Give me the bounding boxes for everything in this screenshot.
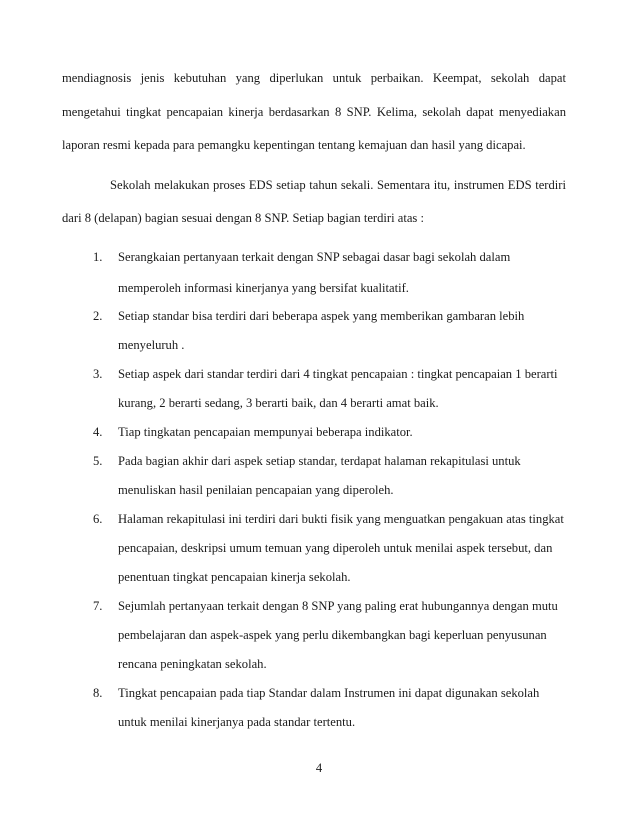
list-item-line: Tiap tingkatan pencapaian mempunyai beberapa indikator. [118,425,413,439]
paragraph-1-line-1: mendiagnosis jenis kebutuhan yang diperlukan untuk perbaikan. Keempat, sekolah dapat [62,71,566,85]
list-item-line: penentuan tingkat pencapaian kinerja sekolah. [118,570,351,584]
list-item-number: 5. [93,454,103,468]
list-item-number: 1. [93,250,103,264]
paragraph-2-line-2: dari 8 (delapan) bagian sesuai dengan 8 SNP. Setiap bagian terdiri atas : [62,211,424,225]
list-item-line: pencapaian, deskripsi umum temuan yang diperoleh untuk menilai aspek tersebut, dan [118,541,553,555]
list-item-line: menuliskan hasil penilaian pencapaian yang diperoleh. [118,483,394,497]
list-item-number: 8. [93,686,103,700]
list-item-line: Setiap standar bisa terdiri dari beberapa aspek yang memberikan gambaran lebih [118,309,525,323]
list-item-line: Sejumlah pertanyaan terkait dengan 8 SNP yang paling erat hubungannya dengan mutu [118,599,558,613]
list-item-number: 4. [93,425,103,439]
page-number: 4 [315,761,323,775]
list-item-line: rencana peningkatan sekolah. [118,657,267,671]
paragraph-1-line-3: laporan resmi kepada para pemangku kepentingan tentang kemajuan dan hasil yang dicapai. [62,138,526,152]
list-item-line: Tingkat pencapaian pada tiap Standar dalam Instrumen ini dapat digunakan sekolah [118,686,540,700]
paragraph-1-line-2: mengetahui tingkat pencapaian kinerja berdasarkan 8 SNP. Kelima, sekolah dapat menyediakan [62,105,566,119]
list-item-line: Pada bagian akhir dari aspek setiap standar, terdapat halaman rekapitulasi untuk [118,454,521,468]
list-item-line: Serangkaian pertanyaan terkait dengan SNP sebagai dasar bagi sekolah dalam [118,250,511,264]
list-item-number: 3. [93,367,103,381]
list-item-line: Setiap aspek dari standar terdiri dari 4 tingkat pencapaian : tingkat pencapaian 1 berarti [118,367,558,381]
list-item-number: 7. [93,599,103,613]
list-item-line: kurang, 2 berarti sedang, 3 berarti baik, dan 4 berarti amat baik. [118,396,439,410]
list-item-number: 6. [93,512,103,526]
paragraph-2-line-1: Sekolah melakukan proses EDS setiap tahun sekali. Sementara itu, instrumen EDS terdiri [110,178,566,192]
list-item-line: Halaman rekapitulasi ini terdiri dari bukti fisik yang menguatkan pengakuan atas tingkat [118,512,564,526]
list-item-line: pembelajaran dan aspek-aspek yang perlu dikembangkan bagi keperluan penyusunan [118,628,547,642]
list-item-line: memperoleh informasi kinerjanya yang bersifat kualitatif. [118,281,409,295]
list-item-number: 2. [93,309,103,323]
list-item-line: menyeluruh . [118,338,185,352]
list-item-line: untuk menilai kinerjanya pada standar tertentu. [118,715,356,729]
